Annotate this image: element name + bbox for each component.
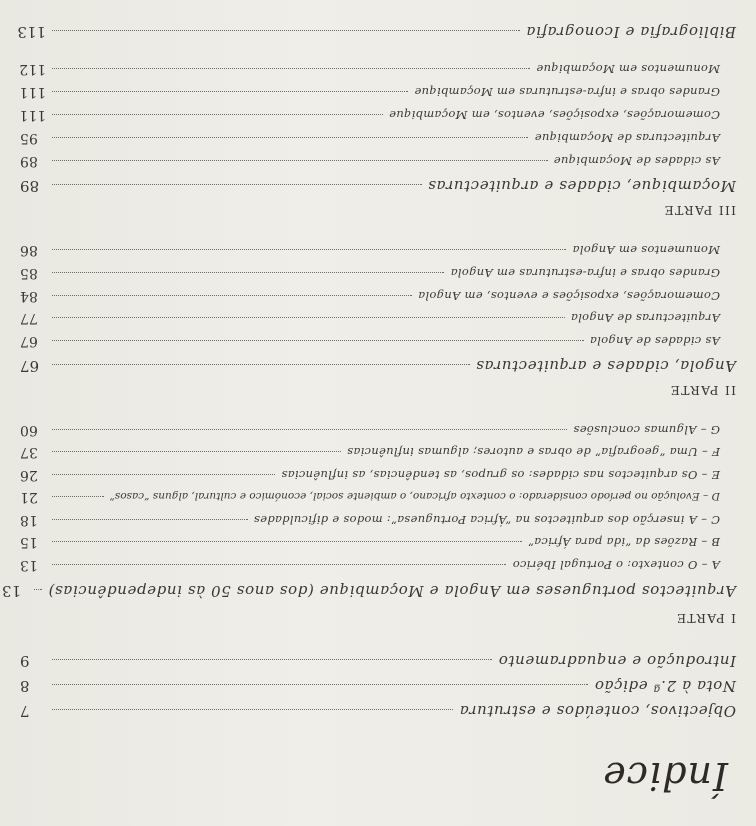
toc-page-number: 89 xyxy=(20,177,40,195)
toc-entry-label: C – A inserção dos arquitectos na “África Portuguesa”: modos e dificuldades xyxy=(253,513,720,527)
toc-page-number: 7 xyxy=(20,702,30,720)
leader-dots xyxy=(52,541,522,542)
toc-page-number: 13 xyxy=(20,557,38,573)
leader-dots xyxy=(52,114,383,115)
leader-dots xyxy=(52,451,341,452)
toc-entry-label: Nota à 2.ª edição xyxy=(594,677,736,695)
page-title: Índice xyxy=(602,754,728,798)
toc-subentry xyxy=(20,557,720,573)
part-heading: III PARTE xyxy=(663,203,736,218)
toc-page-number: 89 xyxy=(20,153,38,169)
leader-dots xyxy=(52,564,506,565)
leader-dots xyxy=(52,91,408,92)
toc-entry xyxy=(20,702,736,720)
toc-subentry xyxy=(20,107,720,123)
leader-dots xyxy=(52,317,565,318)
toc-entry-label: Angola, cidades e arquitecturas xyxy=(475,357,736,375)
part-heading: II PARTE xyxy=(669,383,736,398)
toc-entry-label: Arquitecturas de Moçambique xyxy=(534,131,720,145)
toc-subentry xyxy=(20,512,720,528)
toc-page-number: 84 xyxy=(20,288,38,304)
toc-entry-label: Comemorações, exposições e eventos, em Angola xyxy=(417,289,720,303)
leader-dots xyxy=(52,340,584,341)
toc-subentry xyxy=(20,130,720,146)
toc-subentry xyxy=(20,153,720,169)
toc-page-number: 86 xyxy=(20,242,38,258)
toc-subentry xyxy=(20,288,720,304)
toc-entry xyxy=(2,582,736,600)
toc-page-number: 9 xyxy=(20,652,30,670)
leader-dots xyxy=(34,589,42,590)
toc-entry-label: Arquitecturas de Angola xyxy=(570,311,720,325)
toc-entry-label: Grandes obras e infra-estruturas em Moçambique xyxy=(414,85,720,99)
toc-entry xyxy=(20,652,736,670)
toc-entry-label: Bibliografia e Iconografia xyxy=(525,23,736,41)
toc-page-number: 111 xyxy=(19,84,46,100)
toc-page-number: 77 xyxy=(20,310,38,326)
toc-subentry xyxy=(20,467,720,483)
toc-subentry xyxy=(20,265,720,281)
toc-subentry xyxy=(20,84,720,100)
toc-entry-label: D – Evolução no período considerado: o contexto africano, o ambiente social, económico e cultural, alguns “casos” xyxy=(109,490,720,502)
toc-page-number: 8 xyxy=(20,677,30,695)
toc-subentry xyxy=(20,333,720,349)
toc-page-number: 85 xyxy=(20,265,38,281)
toc-page-number: 67 xyxy=(20,333,38,349)
toc-page-number: 37 xyxy=(20,444,38,460)
leader-dots xyxy=(52,429,567,430)
toc-page-number: 60 xyxy=(20,422,38,438)
leader-dots xyxy=(52,364,470,365)
leader-dots xyxy=(52,68,530,69)
leader-dots xyxy=(52,160,548,161)
toc-page-number: 67 xyxy=(20,357,40,375)
toc-entry-label: Introdução e enquadramento xyxy=(498,652,736,670)
toc-page-number: 26 xyxy=(20,467,38,483)
toc-page-number: 21 xyxy=(20,489,38,505)
part-heading: I PARTE xyxy=(675,611,736,626)
toc-entry-label: E – Os arquitectos nas cidades: os grupos, as tendências, as influências xyxy=(281,468,720,482)
toc-entry-label: Moçambique, cidades e arquitecturas xyxy=(427,177,736,195)
toc-entry-label: Grandes obras e infra-estruturas em Angola xyxy=(450,266,720,280)
toc-subentry xyxy=(20,242,720,258)
toc-subentry xyxy=(20,444,720,460)
toc-page-number: 18 xyxy=(20,512,38,528)
toc-page-number: 112 xyxy=(19,61,46,77)
leader-dots xyxy=(52,30,520,31)
leader-dots xyxy=(52,659,492,660)
toc-entry-label: Arquitectos portugueses em Angola e Moçambique (dos anos 50 às independências) xyxy=(48,582,736,600)
toc-entry-label: G – Algumas conclusões xyxy=(573,423,720,437)
toc-page-number: 95 xyxy=(20,130,38,146)
leader-dots xyxy=(52,295,412,296)
toc-entry-label: As cidades de Angola xyxy=(589,334,720,348)
toc-page-number: 113 xyxy=(17,23,46,41)
toc-entry xyxy=(20,177,736,195)
toc-entry-label: B – Razões da “ida para África” xyxy=(527,535,720,549)
leader-dots xyxy=(52,184,422,185)
leader-dots xyxy=(52,272,444,273)
leader-dots xyxy=(52,137,529,138)
leader-dots xyxy=(52,519,248,520)
toc-entry-label: F – Uma “geografia” de obras e autores; algumas influências xyxy=(346,445,720,459)
leader-dots xyxy=(52,496,104,497)
toc-page-number: 15 xyxy=(20,534,38,550)
toc-entry-label: As cidades de Moçambique xyxy=(553,154,720,168)
toc-entry xyxy=(17,23,736,41)
toc-entry-label: A – O contexto: o Portugal Ibérico xyxy=(512,558,720,572)
toc-page-number: 13 xyxy=(2,582,22,600)
toc-page-number: 111 xyxy=(19,107,46,123)
toc-entry-label: Objectivos, conteúdos e estrutura xyxy=(459,702,736,720)
toc-entry xyxy=(20,357,736,375)
toc-subentry xyxy=(20,489,720,505)
toc-entry-label: Monumentos em Angola xyxy=(572,243,720,257)
toc-entry-label: Comemorações, exposições, eventos, em Moçambique xyxy=(388,108,720,122)
toc-subentry xyxy=(20,310,720,326)
leader-dots xyxy=(52,474,275,475)
toc-entry xyxy=(20,677,736,695)
toc-subentry xyxy=(20,61,720,77)
leader-dots xyxy=(52,249,566,250)
leader-dots xyxy=(52,709,453,710)
leader-dots xyxy=(52,684,588,685)
toc-subentry xyxy=(20,422,720,438)
toc-subentry xyxy=(20,534,720,550)
toc-entry-label: Monumentos em Moçambique xyxy=(536,62,720,76)
